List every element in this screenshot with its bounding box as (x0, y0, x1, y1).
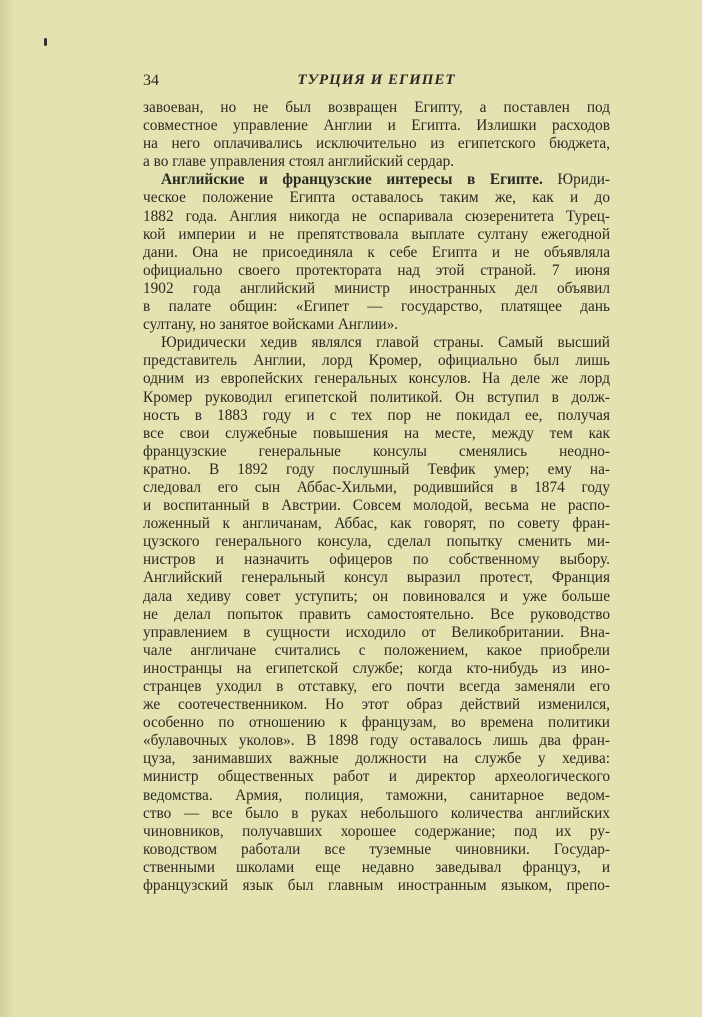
line-text: дала хедиву совет уступить; он повиновался и уже больше (143, 587, 610, 605)
section-heading: Английские и французские интересы в Египте. (161, 171, 543, 189)
line-text: французские генеральные консулы сменялись неодно- (143, 442, 610, 460)
text-line (143, 642, 610, 660)
text-line (143, 533, 610, 551)
line-text: странцев уходил в отставку, его почти всегда заменяли его (143, 678, 610, 695)
text-line (143, 497, 610, 515)
text-line (143, 425, 610, 443)
line-text: Английский генеральный консул выразил протест, Франция (143, 569, 610, 587)
page-header (143, 72, 610, 92)
line-text: нистров и назначить офицеров по собственному выбору. (143, 551, 610, 569)
text-line (143, 732, 610, 750)
line-text: Юридически хедив являлся главой страны. Самый высший (161, 334, 610, 352)
text-line (143, 407, 610, 425)
line-text: ведомства. Армия, полиция, таможни, санитарное ведом- (143, 786, 610, 804)
text-line (143, 208, 610, 226)
line-text: ложенный к англичанам, Аббас, как говорят, по совету фран- (143, 515, 610, 533)
line-text: особенно по отношению к французам, во времена политики (143, 714, 610, 732)
text-line (143, 316, 610, 334)
line-text: ческое положение Египта оставалось таким же, как и до (143, 189, 610, 207)
line-text: иностранцы на египетской службе; когда кто-нибудь из ино- (143, 659, 610, 677)
text-line (143, 859, 610, 877)
line-text: цузского генерального консула, сделал попытку сменить ми- (143, 533, 610, 551)
line-text: 1902 года английский министр иностранных дел объявил (143, 279, 610, 297)
ink-speck (44, 38, 47, 46)
text-line (143, 515, 610, 533)
text-line (143, 606, 610, 624)
text-line (143, 334, 610, 352)
text-line (143, 298, 610, 316)
line-text: же соотечественником. Но этот образ действий изменился, (143, 696, 610, 714)
text-line (143, 99, 610, 117)
text-line (143, 135, 610, 153)
text-line (143, 696, 610, 714)
line-text: французский язык был главным иностранным языком, препо- (143, 877, 610, 895)
text-line (143, 678, 610, 696)
line-text: кратно. В 1892 году послушный Тевфик умер; ему на- (143, 460, 610, 478)
line-text: министр общественных работ и директор археологического (143, 768, 610, 786)
line-text: а во главе управления стоял английский сердар. (143, 153, 455, 171)
text-line (143, 877, 610, 895)
text-line (143, 226, 610, 244)
text-line (143, 117, 610, 135)
line-text: чиновников, получавших хорошее содержание; под их ру- (143, 822, 610, 840)
text-line (143, 443, 610, 461)
text-line (143, 805, 610, 823)
line-text: на него оплачивались исключительно из египетского бюджета, (143, 135, 610, 153)
line-text: дани. Она не присоединяла к себе Египта и не объявляла (143, 243, 610, 261)
text-line (143, 660, 610, 678)
line-text: ководством работали все туземные чиновники. Государ- (143, 840, 610, 858)
running-title: ТУРЦИЯ И ЕГИПЕТ (297, 72, 456, 88)
line-text: Юриди- (542, 171, 610, 189)
text-line (143, 461, 610, 479)
text-line (143, 171, 610, 189)
text-line (143, 244, 610, 262)
line-text: кой империи и не препятствовала выплате султану ежегодной (143, 225, 610, 243)
line-text: официально своего протектората над этой страной. 7 июня (143, 261, 610, 279)
line-text: завоеван, но не был возвращен Египту, а поставлен под (143, 99, 610, 116)
text-line (143, 823, 610, 841)
line-text: цуза, занимавших важные должности на службе у хедива: (143, 750, 610, 768)
line-text: и воспитанный в Австрии. Совсем молодой, весьма не распо- (143, 497, 610, 515)
text-line (143, 750, 610, 768)
text-line (143, 714, 610, 732)
page-edge-shadow (0, 0, 14, 1017)
text-line (143, 389, 610, 407)
text-line (143, 479, 610, 497)
line-text: 1882 года. Англия никогда не оспаривала сюзеренитета Турец- (143, 207, 610, 225)
line-text: ство — все было в руках небольшого количества английских (143, 804, 610, 822)
line-text: все свои служебные повышения на месте, между тем как (143, 424, 610, 442)
line-text: ность в 1883 году и с тех пор не покидал ее, получая (143, 406, 610, 424)
line-text: ственными школами еще недавно заведывал француз, и (143, 858, 610, 876)
text-line (143, 370, 610, 388)
text-line (143, 189, 610, 207)
line-text: следовал его сын Аббас-Хильми, родившийся в 1874 году (143, 478, 610, 496)
page-body-text (143, 99, 610, 895)
line-text: султану, но занятое войсками Англии». (143, 316, 399, 334)
page-number: 34 (143, 72, 159, 89)
line-text: «булавочных уколов». В 1898 году оставалось лишь два фран- (143, 732, 610, 750)
text-line (143, 280, 610, 298)
text-line (143, 768, 610, 786)
text-line (143, 153, 610, 171)
line-text: не делал попыток править самостоятельно. Все руководство (143, 605, 610, 623)
text-line (143, 787, 610, 805)
text-line (143, 352, 610, 370)
line-text: одним из европейских генеральных консулов. На деле же лорд (143, 370, 610, 388)
line-text: управлением в сущности исходило от Великобритании. Вна- (143, 623, 610, 641)
text-line (143, 841, 610, 859)
text-line (143, 569, 610, 587)
line-text: чале англичане считались с положением, какое приобрели (143, 641, 610, 659)
text-line (143, 262, 610, 280)
line-text: Кромер руководил египетской политикой. Он вступил в долж- (143, 388, 610, 406)
text-line (143, 624, 610, 642)
text-line (143, 588, 610, 606)
line-text: представитель Англии, лорд Кромер, официально был лишь (143, 352, 610, 370)
line-text: совместное управление Англии и Египта. Излишки расходов (143, 117, 610, 135)
line-text: в палате общин: «Египет — государство, платящее дань (143, 298, 610, 316)
text-line (143, 551, 610, 569)
